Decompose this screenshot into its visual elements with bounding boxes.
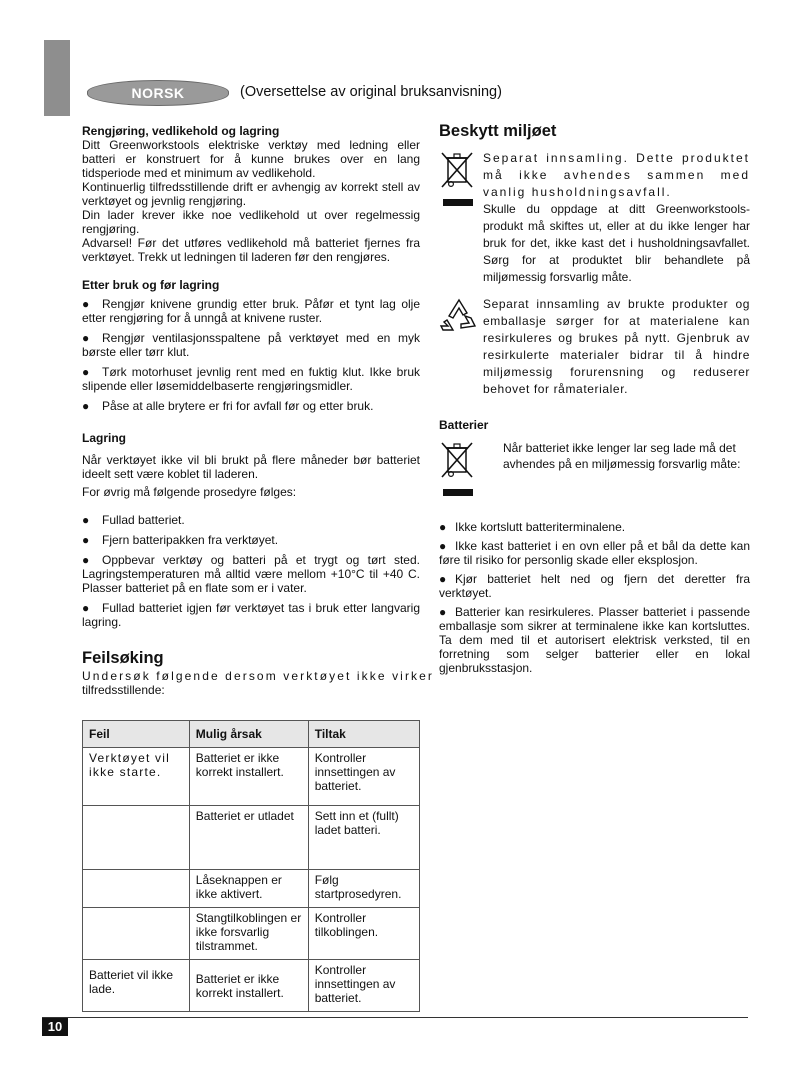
list-item: ● Rengjør knivene grundig etter bruk. Påfør et tynt lag olje etter rengjøring for å unngå at knivene ruster. bbox=[82, 297, 420, 325]
table-row bbox=[83, 870, 420, 908]
table-row bbox=[83, 960, 420, 1012]
environment-p3: Separat innsamling av brukte produkter og emballasje sørger for at materialene kan resirkuleres og brukes på nytt. Gjenbruk av resirkulerte materialer bidrar til å hindre miljømessig forurensning og reduserer behovet for råmaterialer. bbox=[483, 297, 750, 396]
recycle-icon bbox=[439, 296, 479, 336]
table-cell: Kontroller innsettingen av batteriet. bbox=[308, 748, 419, 806]
footer-rule bbox=[42, 1017, 748, 1018]
table-header-row bbox=[83, 721, 420, 748]
column-header: Mulig årsak bbox=[189, 721, 308, 748]
cleaning-title: Etter bruk og før lagring bbox=[82, 278, 220, 292]
battery-disposal-block bbox=[439, 440, 750, 496]
table-cell: Verktøyet vil ikke starte. bbox=[83, 748, 190, 806]
maintenance-warning: Advarsel! Før det utføres vedlikehold må batteriet fjernes fra verktøyet. Trekk ut ledningen til laderen før den rengjøres. bbox=[82, 236, 420, 264]
list-item: ● Ikke kortslutt batteriterminalene. bbox=[439, 520, 626, 534]
side-tab-marker bbox=[44, 40, 70, 116]
table-row bbox=[83, 908, 420, 960]
right-column bbox=[439, 124, 750, 680]
troubleshooting-table bbox=[82, 720, 420, 1012]
recycle-block bbox=[439, 296, 750, 398]
list-item: ● Fullad batteriet. bbox=[82, 513, 185, 527]
table-cell: Sett inn et (fullt) ladet batteri. bbox=[308, 806, 419, 870]
column-header: Tiltak bbox=[308, 721, 419, 748]
list-item: ● Batterier kan resirkuleres. Plasser batteriet i passende emballasje som sikrer at terminalene ikke kan kortsluttes. Ta dem med til et autorisert elektrisk verksted, til en forretning som selger batterier eller en lokal gjenbruksstasjon. bbox=[439, 605, 750, 675]
list-item: ● Fullad batteriet igjen før verktøyet tas i bruk etter langvarig lagring. bbox=[82, 601, 420, 629]
crossed-bin-icon bbox=[439, 440, 475, 480]
storage-p1: Når verktøyet ikke vil bli brukt på flere måneder bør batteriet ideelt sett være koblet til laderen. bbox=[82, 453, 420, 481]
table-cell: Batteriet er ikke korrekt installert. bbox=[189, 748, 308, 806]
maintenance-p3: Din lader krever ikke noe vedlikehold ut over regelmessig rengjøring. bbox=[82, 208, 420, 236]
table-cell bbox=[83, 870, 190, 908]
table-cell: Batteriet er ikke korrekt installert. bbox=[189, 960, 308, 1012]
left-column bbox=[82, 124, 435, 697]
list-item: ● Påse at alle brytere er fri for avfall før og etter bruk. bbox=[82, 399, 374, 413]
table-row bbox=[83, 806, 420, 870]
batteries-title: Batterier bbox=[439, 418, 489, 432]
table-cell: Stangtilkoblingen er ikke forsvarlig tilstrammet. bbox=[189, 908, 308, 960]
table-cell: Batteriet vil ikke lade. bbox=[83, 960, 190, 1012]
list-item: ● Kjør batteriet helt ned og fjern det deretter fra verktøyet. bbox=[439, 572, 750, 600]
maintenance-p1: Ditt Greenworkstools elektriske verktøy med ledning eller batteri er konstruert for å kunne brukes over en lang tidsperiode med et minimum av vedlikehold. bbox=[82, 138, 420, 180]
crossed-bin-icon bbox=[439, 150, 475, 190]
list-item: ● Tørk motorhuset jevnlig rent med en fuktig klut. Ikke bruk slipende eller løsemiddelbaserte rengjøringsmidler. bbox=[82, 365, 420, 393]
list-item: ● Rengjør ventilasjonsspaltene på verktøyet med en myk børste eller tørr klut. bbox=[82, 331, 420, 359]
bin-underline bbox=[443, 489, 473, 496]
translation-subtitle: (Oversettelse av original bruksanvisning) bbox=[240, 84, 502, 100]
weee-block bbox=[439, 150, 750, 286]
environment-p2: Skulle du oppdage at ditt Greenworkstools-produkt må skiftes ut, eller at du ikke lenger har bruk for det, ikke kast det i husholdningsavfallet. Sørg for at produktet blir behandlete på miljømessig forsvarlig måte. bbox=[483, 202, 750, 284]
maintenance-title: Rengjøring, vedlikehold og lagring bbox=[82, 124, 280, 138]
bin-underline bbox=[443, 199, 473, 206]
list-item: ● Oppbevar verktøy og batteri på et trygt og tørt sted. Lagringstemperaturen må alltid være mellom +10°C til +40 C. Plasser batteriet på en flate som er i vater. bbox=[82, 553, 420, 595]
table-cell bbox=[83, 908, 190, 960]
table-cell: Følg startprosedyren. bbox=[308, 870, 419, 908]
table-cell bbox=[83, 806, 190, 870]
storage-p2: For øvrig må følgende prosedyre følges: bbox=[82, 485, 297, 499]
list-item: ● Fjern batteripakken fra verktøyet. bbox=[82, 533, 279, 547]
environment-p1: Separat innsamling. Dette produktet må ikke avhendes sammen med vanlig husholdningsavfall. bbox=[483, 151, 750, 199]
troubleshooting-intro-cont: tilfredsstillende: bbox=[82, 683, 165, 697]
table-cell: Kontroller innsettingen av batteriet. bbox=[308, 960, 419, 1012]
batteries-p1: Når batteriet ikke lenger lar seg lade må det avhendes på en miljømessig forsvarlig måte: bbox=[503, 441, 741, 471]
page-number: 10 bbox=[42, 1018, 68, 1036]
storage-title: Lagring bbox=[82, 431, 126, 445]
table-row bbox=[83, 748, 420, 806]
table-cell: Kontroller tilkoblingen. bbox=[308, 908, 419, 960]
table-cell: Låseknappen er ikke aktivert. bbox=[189, 870, 308, 908]
column-header: Feil bbox=[83, 721, 190, 748]
maintenance-p2: Kontinuerlig tilfredsstillende drift er avhengig av korrekt stell av verktøyet og jevnlig rengjøring. bbox=[82, 180, 420, 208]
environment-title: Beskytt miljøet bbox=[439, 122, 557, 140]
list-item: ● Ikke kast batteriet i en ovn eller på et bål da dette kan føre til risiko for personlig skade eller eksplosjon. bbox=[439, 539, 750, 567]
troubleshooting-intro: Undersøk følgende dersom verktøyet ikke virker bbox=[82, 669, 435, 683]
troubleshooting-title: Feilsøking bbox=[82, 649, 164, 667]
table-cell: Batteriet er utladet bbox=[189, 806, 308, 870]
language-badge: NORSK bbox=[87, 80, 229, 106]
